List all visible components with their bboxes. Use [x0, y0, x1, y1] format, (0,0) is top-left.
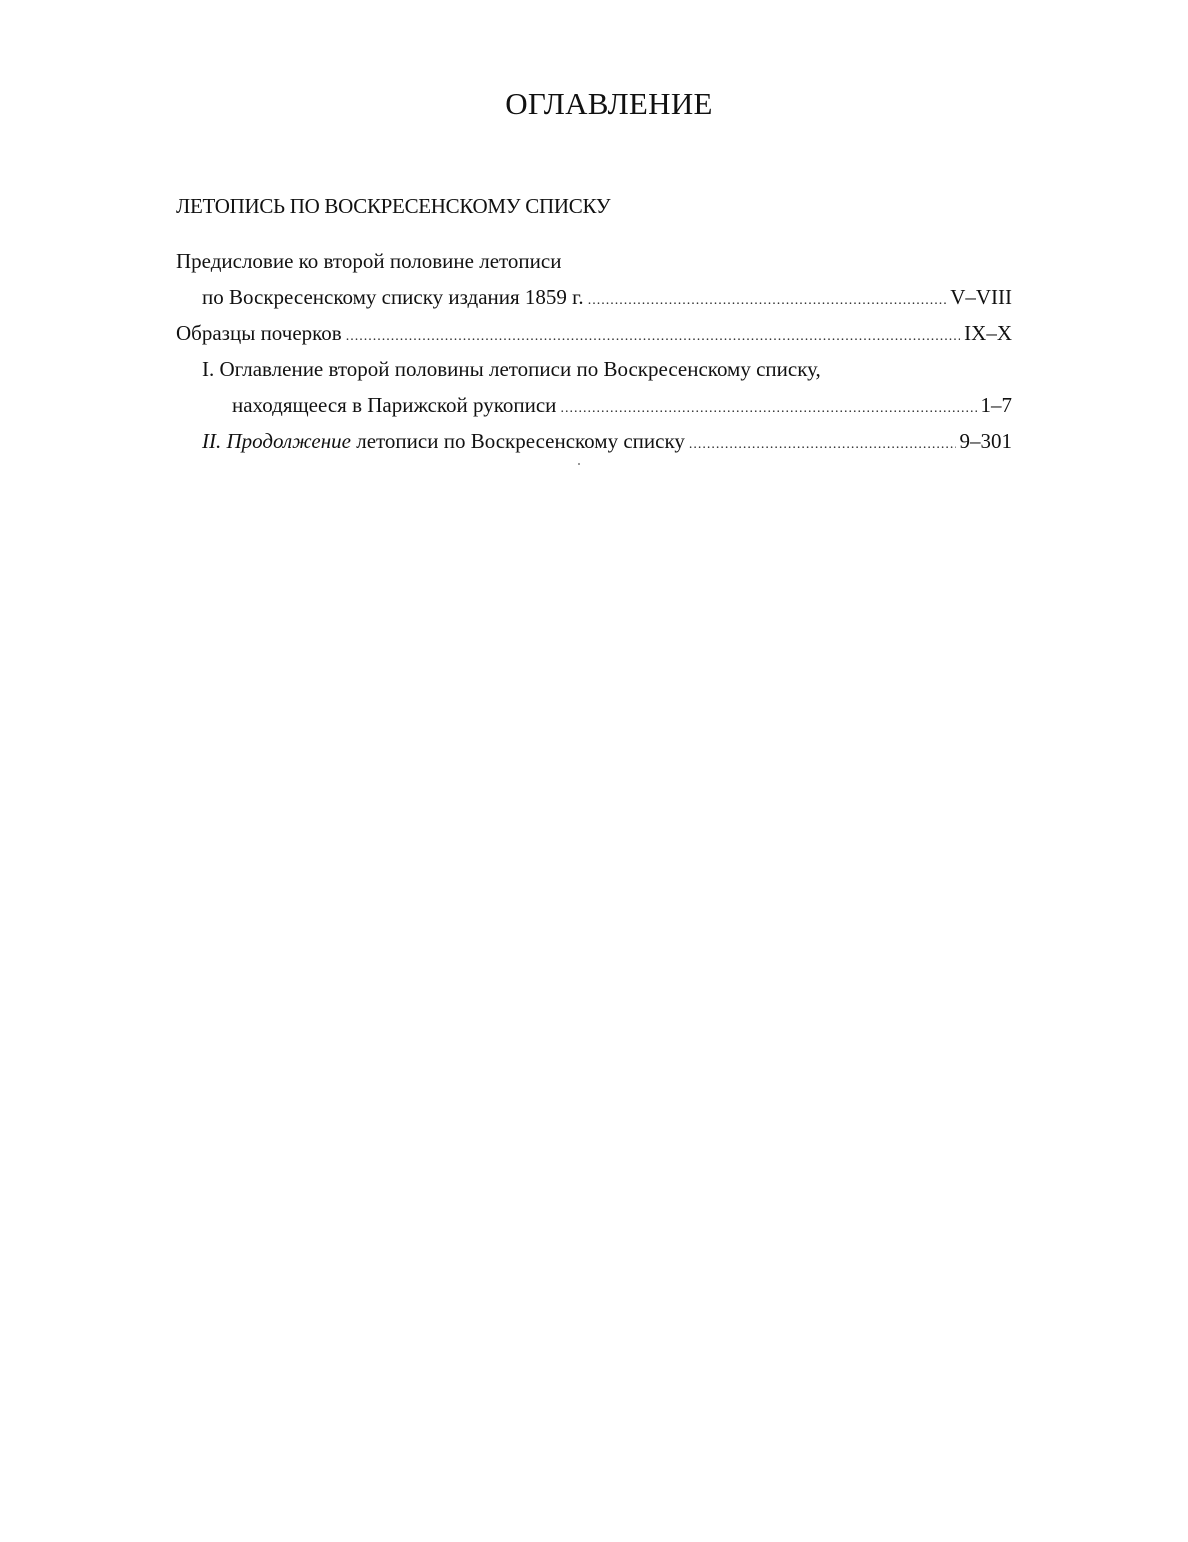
toc-entry-text-wrapper — [202, 423, 685, 459]
toc-page-number: V–VIII — [950, 285, 1012, 309]
section-heading: ЛЕТОПИСЬ ПО ВОСКРЕСЕНСКОМУ СПИСКУ — [176, 194, 611, 218]
toc-entry-text: находящееся в Парижской рукописи — [232, 393, 557, 417]
dot-leader — [346, 319, 960, 355]
toc-entry-contents-line1 — [176, 351, 1012, 387]
toc-entry-numeral: I. — [202, 357, 215, 381]
toc-entry-text: Образцы почерков — [176, 321, 342, 345]
page-title: ОГЛАВЛЕНИЕ — [505, 86, 713, 121]
toc-entry-text: Предисловие ко второй половине летописи — [176, 249, 562, 273]
toc-entry-preface-line1 — [176, 243, 1012, 279]
toc-entry-continuation[interactable] — [176, 423, 1012, 459]
toc-entry-numeral: II. — [202, 429, 222, 453]
table-of-contents — [176, 243, 1012, 459]
dot-leader — [560, 391, 976, 427]
toc-entry-text: летописи по Воскресенскому списку — [356, 429, 685, 453]
toc-page-number: 1–7 — [980, 393, 1012, 417]
toc-page-number: IX–X — [964, 321, 1012, 345]
dot-leader — [588, 283, 947, 319]
toc-entry-preface-line2[interactable] — [176, 279, 1012, 315]
toc-entry-italic-text: Продолжение — [226, 429, 351, 453]
toc-entry-text: по Воскресенскому списку издания 1859 г. — [202, 285, 584, 309]
toc-entry-text: Оглавление второй половины летописи по Воскресенскому списку, — [219, 357, 821, 381]
toc-entry-handwriting-samples[interactable] — [176, 315, 1012, 351]
toc-page-number: 9–301 — [959, 429, 1012, 453]
scan-speck — [578, 463, 580, 465]
dot-leader — [689, 427, 956, 463]
toc-entry-contents-line2[interactable] — [176, 387, 1012, 423]
